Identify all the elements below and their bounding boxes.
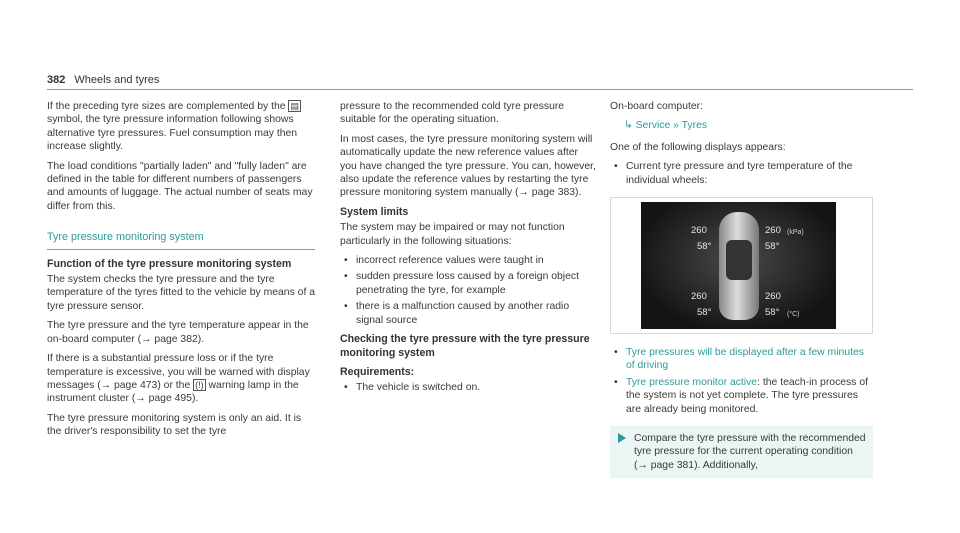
paragraph: pressure to the recommended cold tyre pressure suitable for the operating situation. [340, 101, 565, 126]
list-item: • Tyre pressures will be displayed after a few minutes of driving [610, 346, 873, 373]
tyre-load-symbol-icon: ▤ [290, 101, 299, 112]
return-arrow-icon: ↳ [624, 120, 633, 132]
section-title: Tyre pressure monitoring system [47, 231, 204, 244]
action-triangle-icon [618, 433, 626, 443]
rr-temp: 58° [765, 307, 780, 319]
rl-pressure: 260 [691, 291, 707, 303]
menu-item-tyres: Tyres [681, 120, 708, 132]
paragraph: If there is a substantial pressure loss or if the tyre temperature is excessive, you will be warned with display messages (→ page 473) or the (!) warning lamp in the instrument cluster (→ page 495). [47, 353, 310, 405]
requirements-list [340, 381, 597, 394]
rr-pressure: 260 [765, 291, 781, 303]
paragraph: The tyre pressure and the tyre temperature appear in the on-board computer (→ page 382). [47, 320, 309, 345]
paragraph: If the preceding tyre sizes are complemented by the ▤ symbol, the tyre pressure information following shows alternative tyre pressures. Fuel consumption may then increase slightly. [47, 101, 299, 153]
list-item: • incorrect reference values were taught in [340, 254, 597, 267]
fr-unit: (kPa) [787, 229, 804, 237]
action-step: Compare the tyre pressure with the recommended tyre pressure for the current operating condition (→ page 381). Additionally, [610, 426, 873, 478]
page-title: Wheels and tyres [74, 74, 160, 86]
paragraph: The system checks the tyre pressure and the tyre temperature of the tyres fitted to the vehicle by means of a tyre pressure sensor. [47, 274, 315, 312]
list-item: • Tyre pressure monitor active: the teach-in process of the system is not yet complete. The tyre pressures are already being monitored. [610, 376, 873, 416]
section-rule [47, 249, 315, 250]
instrument-display [641, 202, 836, 329]
paragraph: The system may be impaired or may not function particularly in the following situations: [340, 222, 565, 247]
list-item: • The vehicle is switched on. [340, 381, 597, 394]
fl-temp: 58° [697, 241, 712, 253]
paragraph: The load conditions "partially laden" and "fully laden" are defined in the table for different numbers of passengers and amounts of luggage. The actual number of seats may differ from this. [47, 160, 313, 212]
fl-pressure: 260 [691, 225, 707, 237]
column-3 [610, 100, 873, 478]
menu-path [610, 119, 873, 132]
subheading: Requirements: [340, 365, 415, 378]
limits-list [340, 254, 597, 327]
message-list [610, 346, 873, 416]
rl-temp: 58° [697, 307, 712, 319]
paragraph: One of the following displays appears: [610, 141, 786, 153]
menu-item-service: Service [635, 120, 671, 132]
tyre-display-image [610, 197, 873, 334]
column-2 [340, 100, 597, 401]
column-1 [47, 100, 315, 445]
subheading: Checking the tyre pressure with the tyre pressure monitoring system [340, 333, 590, 359]
subheading: System limits [340, 205, 409, 218]
list-item: • sudden pressure loss caused by a foreign object penetrating the tyre, for example [340, 270, 597, 297]
page-number: 382 [47, 74, 66, 86]
subheading: Function of the tyre pressure monitoring system [47, 257, 292, 270]
tyre-warning-lamp-icon: (!) [195, 380, 204, 391]
car-top-view-icon [719, 212, 759, 320]
paragraph: On-board computer: [610, 101, 703, 112]
list-item: • Current tyre pressure and tyre temperature of the individual wheels: [610, 160, 873, 187]
header-rule [47, 89, 913, 90]
paragraph: The tyre pressure monitoring system is only an aid. It is the driver's responsibility to set the tyre [47, 412, 302, 438]
list-item: • there is a malfunction caused by another radio signal source [340, 300, 597, 327]
rr-unit: (°C) [787, 311, 800, 319]
fr-temp: 58° [765, 241, 780, 253]
paragraph: In most cases, the tyre pressure monitoring system will automatically update the new reference values after you have changed the tyre pressure. You can, however, also update the reference values by restarting the tyre pressure monitoring system manually (→ page 383). [340, 133, 596, 199]
display-list [610, 160, 873, 187]
fr-pressure: 260 [765, 225, 781, 237]
page-header [47, 74, 159, 86]
double-chevron-icon: » [673, 120, 679, 132]
